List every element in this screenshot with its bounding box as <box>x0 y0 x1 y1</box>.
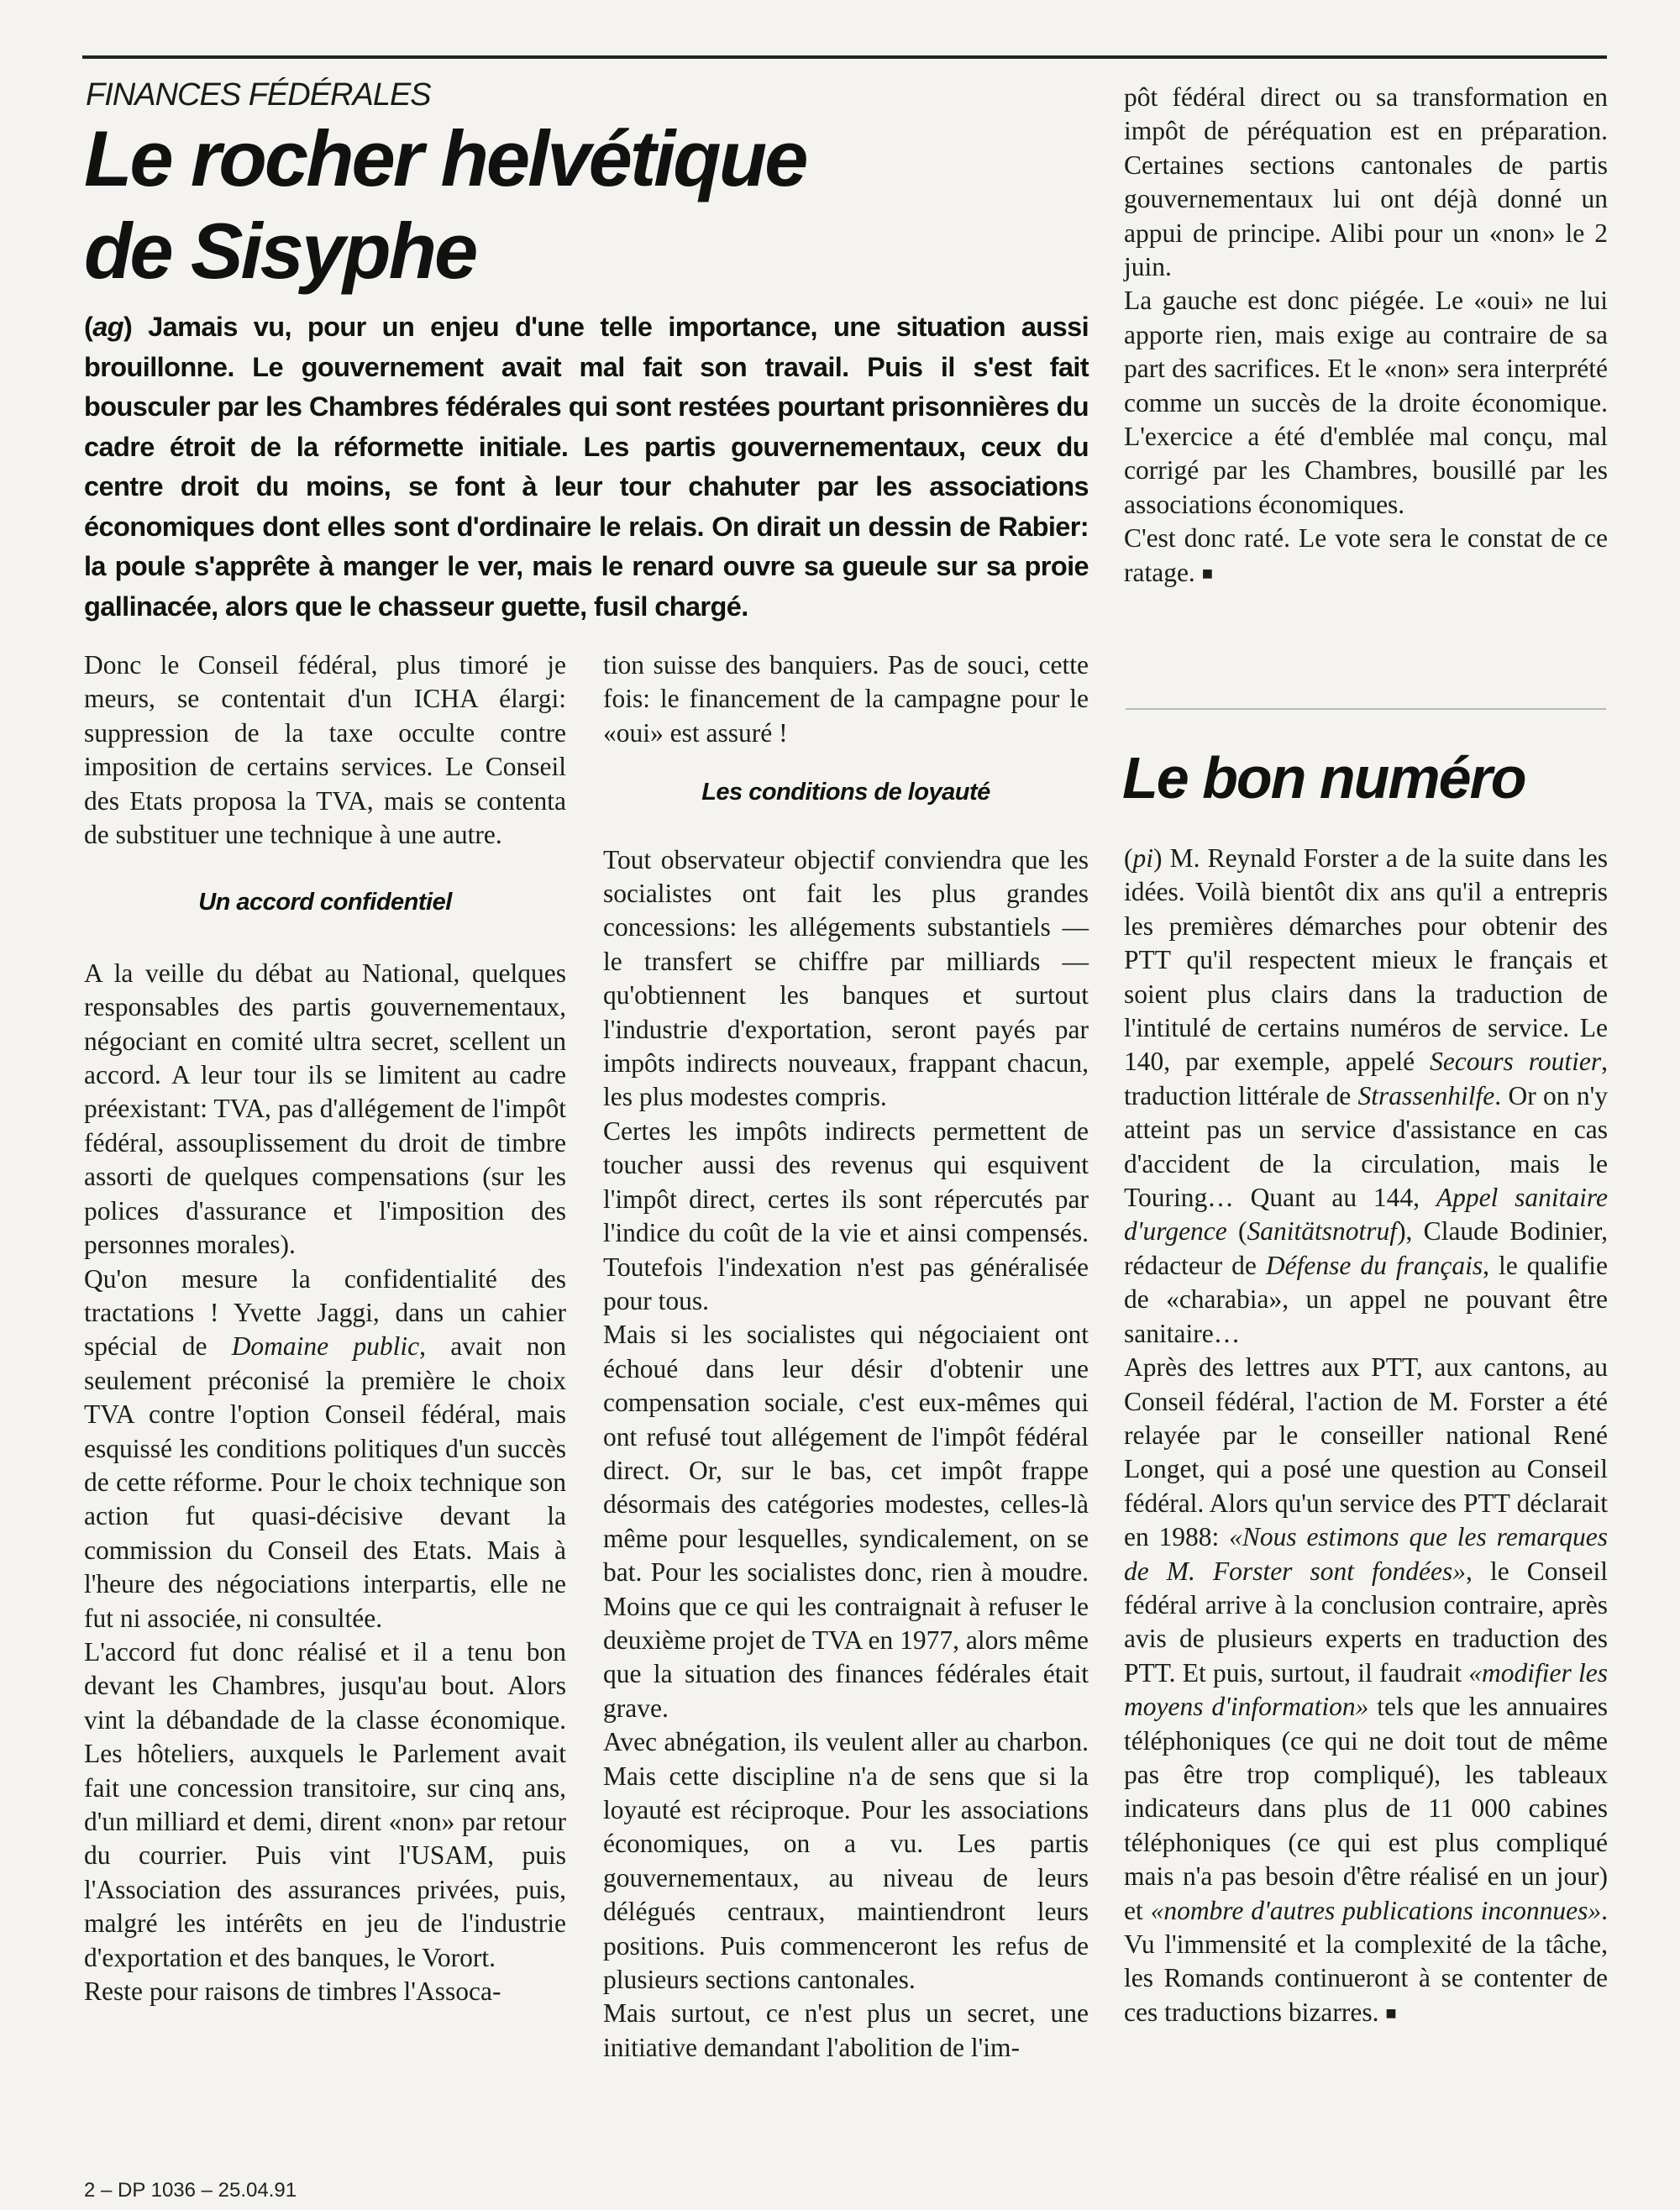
paragraph: La gauche est donc piégée. Le «oui» ne lui apporte rien, mais exige au contraire de sa part des sacrifices. Et le «non» sera interprété comme un succès de la droite économique. L'exercice a été d'emblée mal conçu, mal corrigé par les Chambres, bousillé par les associations économiques. <box>1124 286 1608 519</box>
end-of-article-mark: ■ <box>1385 2002 1397 2024</box>
italic-term: Appel sanitaire d'urgence <box>1124 1183 1608 1247</box>
paragraph: pôt fédéral direct ou sa transformation en impôt de péréquation est en préparation. Certaines sections cantonales de partis gouvernementaux lui ont déjà donné un appui de principe. Alibi pour un «non» le 2 juin. <box>1124 82 1608 282</box>
paragraph: A la veille du débat au National, quelques responsables des partis gouvernementaux, négociant en comité ultra secret, scellent un accord. A leur tour ils se limitent au cadre préexistant: TVA, pas d'allégement de l'impôt fédéral, assouplissement du droit de timbre assorti de quelques compensations (sur les polices d'assurance et l'imposition des personnes morales). <box>84 958 566 1260</box>
article-headline <box>84 113 1092 297</box>
paragraph: Mais si les socialistes qui négociaient ont échoué dans leur désir d'obtenir une compensation sociale, c'est eux-mêmes qui ont refusé tout allégement de l'impôt fédéral direct. Or, sur le bas, cet impôt frappe désormais des catégories modestes, celles-là même pour lesquelles, syndicalement, on se bat. Pour les socialistes donc, rien à moudre. Moins que ce qui les contraignait à refuser le deuxième projet de TVA en 1977, alors même que la situation des finances fédérales était grave. <box>603 1320 1089 1723</box>
text-run: , le qualifie de «charabia», un appel ne pouvant être sanitaire… <box>1124 1250 1608 1348</box>
italic-term: Strassenhilfe <box>1357 1080 1495 1110</box>
second-article-headline: Le bon numéro <box>1122 745 1525 811</box>
lead-author-initials: ag <box>92 312 123 342</box>
italic-term: Secours routier <box>1430 1047 1602 1077</box>
text-run: ( <box>1226 1216 1247 1247</box>
paragraph <box>1124 522 1608 591</box>
paragraph: Certes les impôts indirects permettent de toucher aussi des revenus qui esquivent l'impôt direct, certes ils sont répercutés par l'indice du coût de la vie et ainsi compensés. Toutefois l'indexation n'est pas généralisée pour tous. <box>603 1115 1089 1315</box>
text-run: Après des lettres aux PTT, aux cantons, au Conseil fédéral, l'action de M. Forster a été relayée par le conseiller national René Longet, qui a posé une question au Conseil fédéral. Alors qu'un service des PTT déclarait en 1988: <box>1124 1352 1608 1552</box>
author-initials: pi <box>1132 843 1154 873</box>
italic-term: Sanitätsnotruf <box>1247 1216 1398 1247</box>
text-run: , le Conseil fédéral arrive à la conclusion contraire, après avis de plusieurs experts en traduction des PTT. Et puis, surtout, il faudrait <box>1124 1556 1608 1688</box>
text-run: . Vu l'immensité et la complexité de la tâche, les Romands continueront à se contenter de ces traductions bizarres. <box>1124 1895 1609 2027</box>
paragraph: Avec abnégation, ils veulent aller au charbon. Mais cette discipline n'a de sens que si la loyauté est réciproque. Pour les associations économiques, on a vu. Les partis gouvernementaux, au niveau de leurs délégués centraux, maintiendront leurs positions. Puis commenceront les refus de plusieurs sections cantonales. <box>603 1727 1089 1995</box>
italic-quote: «Nous estimons que les remarques de M. Forster sont fondées» <box>1124 1522 1608 1586</box>
text-column-1 <box>84 648 566 2008</box>
paragraph <box>1124 1351 1608 2030</box>
text-run: . Or on n'y atteint pas un service d'assistance en cas d'accident de la circulation, mais le Touring… Quant au 144, <box>1124 1080 1608 1213</box>
page-footer: 2 – DP 1036 – 25.04.91 <box>84 2179 297 2202</box>
article-kicker: FINANCES FÉDÉRALES <box>86 77 431 113</box>
publication-name: Domaine public <box>231 1331 420 1362</box>
text-run: C'est donc raté. Le vote sera le constat de ce ratage. <box>1124 523 1608 587</box>
text-run: tels que les annuaires téléphoniques (ce qui ne doit tout de même pas être trop compliqué), les tableaux indicateurs dans plus de 11 000 cabines téléphoniques (ce qui est plus compliqué mais n'a pas besoin d'être réalisé en un jour) et <box>1124 1692 1608 1925</box>
text-column-2 <box>603 648 1089 2065</box>
italic-term: Défense du français <box>1265 1250 1483 1280</box>
text-column-4 <box>1124 842 1608 2030</box>
end-of-article-mark: ■ <box>1201 562 1213 584</box>
subheading-accord-confidentiel: Un accord confidentiel <box>198 889 452 916</box>
text-run: M. Reynald Forster a de la suite dans les idées. Voilà bientôt dix ans qu'il a entrepris les premières démarches pour obtenir des PTT qu'il respectent mieux le français et soient plus clairs dans la traduction de l'intitulé de certains numéros de service. Le 140, par exemple, appelé <box>1124 843 1608 1077</box>
italic-quote: «nombre d'autres publications inconnues» <box>1150 1895 1602 1925</box>
text-run: Qu'on mesure la confidentialité des tractations ! Yvette Jaggi, dans un cahier spécial de <box>84 1263 566 1362</box>
italic-quote: «modifier les moyens d'information» <box>1124 1657 1608 1722</box>
paragraph <box>84 1262 566 1635</box>
paragraph: Reste pour raisons de timbres l'Assoca- <box>84 1976 501 2007</box>
paragraph: Tout observateur objectif conviendra que les socialistes ont fait les plus grandes concessions: les allégements substantiels — le transfert se chiffre par milliards — qu'obtiennent les banques et surtout l'industrie d'exportation, seront payés par impôts indirects nouveaux, frappant chacun, les plus modestes compris. <box>603 844 1089 1112</box>
text-run: , avait non seulement préconisé la première le choix TVA contre l'option Conseil fédéral, mais esquissé les conditions politiques d'un succès de cette réforme. Pour le choix technique son action fut quasi-décisive devant la commission du Conseil des Etats. Mais à l'heure des négociations interpartis, elle ne fut ni associée, ni consultée. <box>84 1331 566 1633</box>
text-column-3 <box>1124 81 1608 591</box>
headline-line-1: Le rocher helvétique <box>84 114 806 202</box>
paragraph: Donc le Conseil fédéral, plus timoré je meurs, se contentait d'un ICHA élargi: suppression de la taxe occulte contre imposition de certains services. Le Conseil des Etats proposa la TVA, mais se contenta de substituer une technique à une autre. <box>84 650 566 850</box>
paragraph: tion suisse des banquiers. Pas de souci, cette fois: le financement de la campagne pour le «oui» est assuré ! <box>603 650 1089 748</box>
text-run: ), Claude Bodinier, rédacteur de <box>1124 1216 1608 1280</box>
lead-text: Jamais vu, pour un enjeu d'une telle importance, une situation aussi brouillonne. Le gouvernement avait mal fait son travail. Puis il s'est fait bousculer par les Chambres fédérales qui sont restées pourtant prisonnières du cadre étroit de la réformette initiale. Les partis gouvernementaux, ceux du centre droit du moins, se font à leur tour chahuter par les associations économiques dont elles sont d'ordinaire le relais. On dirait un dessin de Rabier: la poule s'apprête à manger le ver, mais le renard ouvre sa gueule sur sa proie gallinacée, alors que le chasseur guette, fusil chargé. <box>84 312 1089 622</box>
headline-line-2: de Sisyphe <box>84 207 476 295</box>
article-separator-rule <box>1126 708 1606 710</box>
paragraph: Mais surtout, ce n'est plus un secret, une initiative demandant l'abolition de l'im- <box>603 1998 1089 2062</box>
paragraph: L'accord fut donc réalisé et il a tenu bon devant les Chambres, jusqu'au bout. Alors vint la débandade de la classe économique. Les hôteliers, auxquels le Parlement avait fait une concession transitoire, sur cinq ans, d'un milliard et demi, dirent «non» par retour du courrier. Puis vint l'USAM, puis l'Association des assurances privées, puis, malgré les intérêts en jeu de l'industrie d'exportation et des banques, le Vorort. <box>84 1636 566 1972</box>
paragraph: (pi) M. Reynald Forster a de la suite dans les idées. Voilà bientôt dix ans qu'il a entrepris les premières démarches pour obtenir des PTT qu'il respectent mieux le français et soient plus clairs dans la traduction de l'intitulé de certains numéros de service. Le 140, par exemple, appelé Secours routier, traduction littérale de Strassenhilfe. Or on n'y atteint pas un service d'assistance en cas d'accident de la circulation, mais le Touring… Quant au 144, Appel sanitaire d'urgence (Sanitätsnotruf), Claude Bodinier, rédacteur de Défense du français, le qualifie de «charabia», un appel ne pouvant être sanitaire… <box>1124 843 1609 1348</box>
text-run: , traduction littérale de <box>1124 1047 1609 1110</box>
article-lead: (ag) Jamais vu, pour un enjeu d'une telle importance, une situation aussi brouillonne. Le gouvernement avait mal fait son travail. Puis il s'est fait bousculer par les Chambres fédérales qui sont restées pourtant prisonnières du cadre étroit de la réformette initiale. Les partis gouvernementaux, ceux du centre droit du moins, se font à leur tour chahuter par les associations économiques dont elles sont d'ordinaire le relais. On dirait un dessin de Rabier: la poule s'apprête à manger le ver, mais le renard ouvre sa gueule sur sa proie gallinacée, alors que le chasseur guette, fusil chargé. <box>84 312 1089 622</box>
subheading-conditions-loyaute: Les conditions de loyauté <box>701 779 990 806</box>
top-rule <box>82 55 1607 59</box>
